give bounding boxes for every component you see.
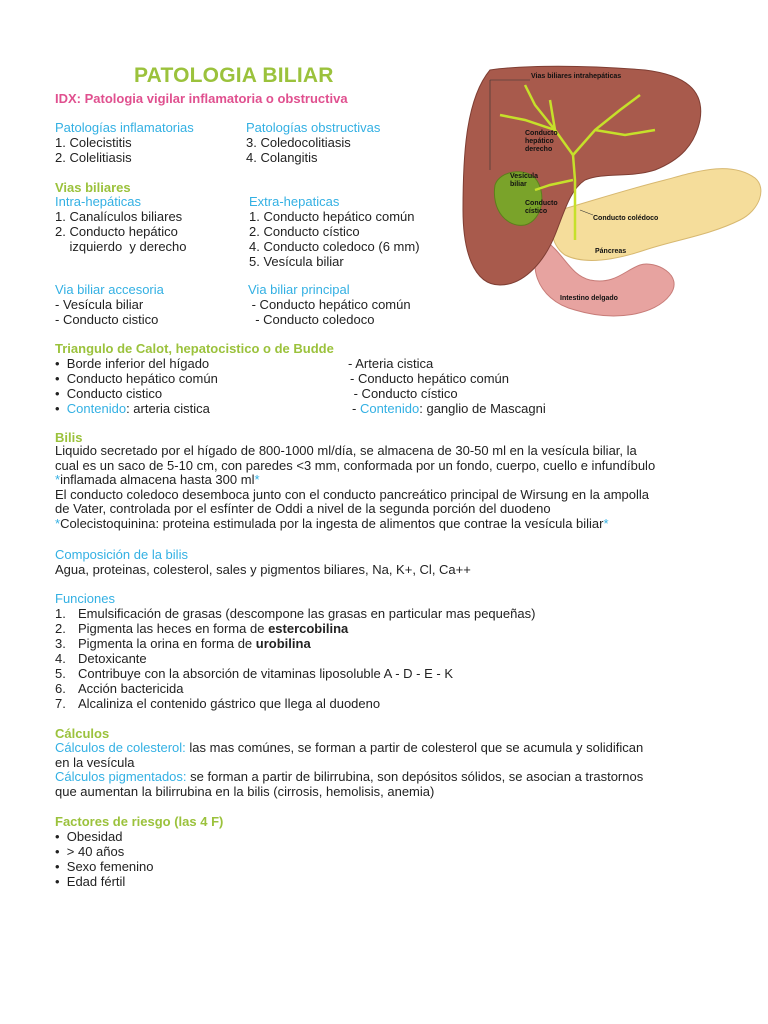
- funcion-item: [55, 681, 535, 696]
- obstructivas-item: 3. Coledocolitiasis: [246, 135, 351, 150]
- calot-right-item: - Conducto cístico: [350, 386, 458, 401]
- funcion-item: [55, 666, 535, 681]
- funciones-heading: Funciones: [55, 591, 115, 606]
- page-subtitle: IDX: Patologia vigilar inflamatoria o obstructiva: [55, 91, 348, 106]
- funcion-item: [55, 636, 535, 651]
- calot-right-item: - Conducto hepático común: [350, 371, 509, 386]
- obstructivas-item: 4. Colangitis: [246, 150, 318, 165]
- extra-item: 5. Vesícula biliar: [249, 254, 344, 269]
- funcion-number: 3.: [55, 636, 66, 651]
- funcion-text: Detoxicante: [78, 651, 147, 666]
- funcion-item: [55, 621, 535, 636]
- bilis-paragraph: Liquido secretado por el hígado de 800-1000 ml/día, se almacena de 30-50 ml en la vesícula biliar, la cual es un saco de 5-10 cm, con paredes <3 mm, conformada por un fondo, cuerpo, cuello e infundíbulo *inflamada almacena hasta 300 ml* El conducto coledoco desemboca junto con el conducto pancreático principal de Wirsung en la ampolla de Vater, controlada por el esfínter de Oddi a nivel de la segunda porción del duodeno *Colecistoquinina: proteina estimulada por la ingesta de alimentos que contrae la vesícula biliar*: [55, 443, 656, 531]
- inflamatorias-item: 1. Colecistitis: [55, 135, 132, 150]
- extra-item: 1. Conducto hepático común: [249, 209, 415, 224]
- funcion-number: 7.: [55, 696, 66, 711]
- label-cistico: Conducto cístico: [525, 200, 558, 215]
- label-intrahepaticas: Vias biliares intrahepáticas: [531, 73, 622, 80]
- bilis-heading: Bilis: [55, 430, 83, 445]
- composicion-heading: Composición de la bilis: [55, 547, 188, 562]
- inflamatorias-item: 2. Colelitiasis: [55, 150, 132, 165]
- calot-left-item: • Conducto hepático común: [55, 371, 218, 386]
- calculos-heading: Cálculos: [55, 726, 110, 741]
- funcion-number: 6.: [55, 681, 66, 696]
- accesoria-item: - Vesícula biliar: [55, 297, 144, 312]
- obstructivas-heading: Patologías obstructivas: [246, 120, 381, 135]
- funcion-text: Contribuye con la absorción de vitaminas liposoluble A - D - E - K: [78, 666, 454, 681]
- riesgo-item: • Edad fértil: [55, 874, 126, 889]
- intra-item: 2. Conducto hepático: [55, 224, 178, 239]
- calot-right-contenido: - Contenido: ganglio de Mascagni: [352, 401, 546, 416]
- riesgo-heading: Factores de riesgo (las 4 F): [55, 814, 224, 829]
- riesgo-item: • Sexo femenino: [55, 859, 154, 874]
- intra-heading: Intra-hepáticas: [55, 194, 141, 209]
- label-intestino: Intestino delgado: [560, 295, 618, 302]
- extra-item: 2. Conducto cístico: [249, 224, 360, 239]
- riesgo-item: • Obesidad: [55, 829, 123, 844]
- label-coledoco: Conducto colédoco: [593, 215, 659, 222]
- vias-heading: Vias biliares: [55, 180, 131, 195]
- inflamatorias-heading: Patologías inflamatorias: [55, 120, 194, 135]
- intra-item: izquierdo y derecho: [55, 239, 187, 254]
- calot-left-item: • Borde inferior del hígado: [55, 356, 210, 371]
- composicion-text: Agua, proteinas, colesterol, sales y pigmentos biliares, Na, K+, Cl, Ca++: [55, 562, 471, 577]
- funcion-text: Pigmenta la orina en forma de: [78, 636, 256, 651]
- intra-item: 1. Canalículos biliares: [55, 209, 183, 224]
- funcion-number: 2.: [55, 621, 66, 636]
- extra-heading: Extra-hepaticas: [249, 194, 340, 209]
- funcion-bold-term: urobilina: [255, 636, 311, 651]
- extra-item: 4. Conducto coledoco (6 mm): [249, 239, 420, 254]
- funcion-item: [55, 606, 535, 621]
- label-vesicula: Vesícula biliar: [510, 173, 539, 188]
- principal-heading: Via biliar principal: [248, 282, 350, 297]
- page-title: PATOLOGIA BILIAR: [134, 64, 334, 87]
- funcion-number: 1.: [55, 606, 66, 621]
- funcion-item: [55, 696, 535, 711]
- calot-left-item: • Conducto cistico: [55, 386, 163, 401]
- anatomy-figure: [455, 60, 765, 330]
- funcion-number: 4.: [55, 651, 66, 666]
- accesoria-heading: Via biliar accesoria: [55, 282, 164, 297]
- label-pancreas: Páncreas: [595, 248, 627, 255]
- funciones-list: [55, 606, 535, 711]
- calot-left-contenido: • Contenido: arteria cistica: [55, 401, 210, 416]
- calot-right-item: - Arteria cistica: [348, 356, 434, 371]
- funcion-number: 5.: [55, 666, 66, 681]
- principal-item: - Conducto coledoco: [248, 312, 375, 327]
- accesoria-item: - Conducto cistico: [55, 312, 159, 327]
- liver-illustration: [455, 60, 765, 330]
- label-hepatico-derecho: Conducto hepático derecho: [525, 130, 558, 153]
- riesgo-item: • > 40 años: [55, 844, 125, 859]
- funcion-item: [55, 651, 535, 666]
- funcion-text: Alcaliniza el contenido gástrico que llega al duodeno: [78, 696, 381, 711]
- principal-item: - Conducto hepático común: [248, 297, 411, 312]
- funcion-text: Pigmenta las heces en forma de: [78, 621, 269, 636]
- calot-heading: Triangulo de Calot, hepatocistico o de Budde: [55, 341, 334, 356]
- calculos-pigmentados: Cálculos pigmentados: se forman a partir de bilirrubina, son depósitos sólidos, se asocian a trastornos que aumentan la bilirrubina en la bilis (cirrosis, hemolisis, anemia): [55, 769, 644, 799]
- funcion-text: Emulsificación de grasas (descompone las grasas en particular mas pequeñas): [78, 606, 536, 621]
- funcion-text: Acción bactericida: [78, 681, 184, 696]
- funcion-bold-term: estercobilina: [268, 621, 349, 636]
- calculos-colesterol: Cálculos de colesterol: las mas comúnes, se forman a partir de colesterol que se acumula y solidifican en la vesícula: [55, 740, 644, 770]
